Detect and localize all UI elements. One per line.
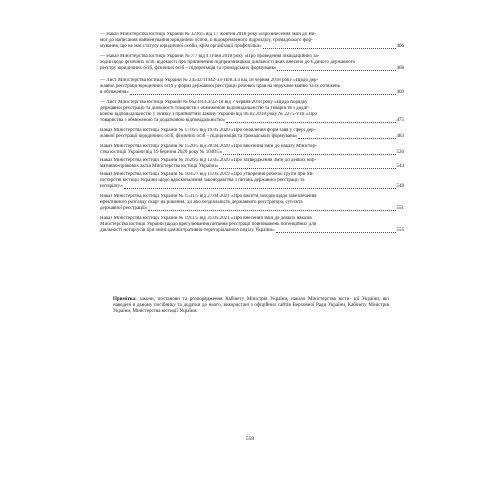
note-paragraph	[113, 297, 389, 315]
dot-leader	[219, 168, 395, 169]
dot-leader	[130, 94, 396, 95]
dot-leader	[298, 138, 395, 139]
toc-entry	[100, 100, 404, 124]
toc-entry	[100, 128, 404, 140]
dot-leader	[276, 232, 396, 233]
toc-entry-last-line	[100, 90, 404, 96]
toc-entry-text: державної реєстрації»	[100, 206, 148, 211]
toc-entry-line: — Наказ Міністерства юстиції України № 7/7 від 4 січня 2018 року «Про проведення ліквідаційних за-	[100, 54, 320, 59]
toc-entry-line: Наказ Міністерства юстиції України № 1035/7 від 11.05.2019 «Про утворення робочої групи при Мі-	[100, 172, 315, 177]
dot-leader	[223, 154, 395, 155]
toc-entry-text: ства юстиції України від 19 березня 2020 року № 1040/5»	[100, 150, 223, 155]
toc-entry-line: Наказ Міністерства юстиції України № 1531/5 від 27.04.2021 «Про вжиття заходів щодо забезпечення	[100, 194, 317, 199]
toc-entry-line: Міністерства юстиції України (щодо врегулювання питання реєстрації повноважень потенційних для	[100, 222, 317, 227]
toc-entry-line: Наказ Міністерства юстиції України № 1716/5 від 19.05.2020 «Про оновлення форм заяв у сфері дер-	[100, 128, 316, 133]
toc-entry-line: ходів щодо фізичних осіб, відомості про припинення підприємницької діяльності яких внесено до Єдиного державного	[100, 60, 356, 65]
toc-entry-line: Наказ Міністерства юстиції України № 1626/5 від 12.05.2020 «Про затвердження Змін до деяких нор-	[100, 158, 317, 163]
toc-entry-text: в обтяження»	[100, 90, 129, 95]
toc-page-number: 466	[396, 44, 404, 49]
toc-entry	[100, 194, 404, 212]
toc-entry-last-line	[100, 44, 404, 50]
toc-entry	[100, 158, 404, 170]
toc-entry	[100, 144, 404, 156]
page-number: 558	[245, 436, 255, 442]
toc-page-number: 548	[396, 184, 404, 189]
toc-entry	[100, 78, 404, 96]
note-text: закони, постанови та розпорядження Кабінету Міністрів України, накази Міністерства юсти- ції України, які наведені в даному посібнику та додатки до нього, використані з офіційних сайтів Верховної Ради України, Кабінету Міністрів України, Міністерства юстиції України.	[113, 297, 389, 314]
toc-entry-text: діяльності нотаріусів при зміні адміністративно-територіального поділу України»	[100, 228, 275, 233]
toc-page-number: 544	[396, 164, 404, 169]
toc-entry-text: мативно-правових актів Міністерства юстиції України»	[100, 164, 219, 169]
toc-entry-last-line	[100, 164, 404, 170]
toc-entry-text: нотаріату»	[100, 184, 123, 189]
dot-leader	[148, 210, 395, 211]
toc-page-number: 483	[396, 134, 404, 139]
toc-entry-line: державної реєстрації та діяльності товариств з обмеженою відповідальністю та товариств з додат-	[100, 106, 310, 111]
toc-entry-last-line	[100, 134, 404, 140]
toc-entry-text: мування, що не має статусу юридичної особи, крім організації профспілки»	[100, 44, 262, 49]
toc-page-number: 526	[396, 150, 404, 155]
toc-entry-line: мог до написання найменування юридичної особи, її відокремленого підрозділу, громадського фор-	[100, 38, 313, 43]
toc-entry-line: Наказ Міністерства юстиції України № 1911/5 від 31.05.2021 «Про внесення змін до деяких наказів	[100, 216, 312, 221]
toc-page-number: 475	[396, 118, 404, 123]
toc-entry-line: ністерстві юстиції України щодо вдосконалення законодавства з питань державної реєстрації та	[100, 178, 305, 183]
toc-entry-line: ковою відповідальністю у зв'язку з прийняттям Закону України від 06.02.2018 року № 2275-VIII «Про	[100, 112, 317, 117]
toc-page-number: 551	[396, 206, 404, 211]
dot-leader	[124, 188, 396, 189]
toc-entry-last-line	[100, 118, 404, 124]
toc-entry-last-line	[100, 206, 404, 212]
toc-entry-last-line	[100, 66, 404, 72]
toc-entry-last-line	[100, 184, 404, 190]
toc-entry-last-line	[100, 228, 404, 234]
toc-entry	[100, 32, 404, 50]
toc-entry	[100, 172, 404, 190]
toc-entry-line: — Лист Міністерства юстиції України № 6623/8.4.3/32-18 від 7 червня 2018 року «Щодо порядку	[100, 100, 308, 105]
toc-entry-line: — Наказ Міністерства юстиції України № 3236/5 від 17 жовтня 2018 року «Про внесення змін до Ви-	[100, 32, 317, 37]
toc-entry-line: ефективного розгляду скарг на рішення, дії або бездіяльність державного реєстратора, суб'єкта	[100, 200, 303, 205]
dot-leader	[277, 70, 395, 71]
dot-leader	[263, 48, 396, 49]
note-label: Примітка:	[113, 297, 137, 302]
toc-page-number: 468	[396, 66, 404, 71]
toc-entry-line: Наказ Міністерства юстиції України № 1520/5 від 28.04.2020 «Про внесення змін до наказу Міністер-	[100, 144, 317, 149]
dot-leader	[226, 122, 395, 123]
toc-entry-line: жавної реєстрації юридичних осіб у формі державної реєстрації речових прав на нерухоме майно та їх обтяжень	[100, 84, 341, 89]
toc-entry	[100, 54, 404, 72]
toc-entry-line: — Лист Міністерства юстиції України № 24542/11942-33-18/8.4.4 від 18 червня 2018 року «Щодо дер-	[100, 78, 319, 83]
toc-entry-text: товариства з обмеженою та додатковою відповідальністю»	[100, 118, 226, 123]
toc-entry-text: жавної реєстрації юридичних осіб, фізичних осіб – підприємців та громадських формувань»	[100, 134, 298, 139]
toc-entry-last-line	[100, 150, 404, 156]
toc-page-number: 555	[396, 228, 404, 233]
toc-entry	[100, 216, 404, 234]
toc-page-number: 469	[396, 90, 404, 95]
toc-entry-text: реєстру юридичних осіб, фізичних осіб – підприємців та громадських формувань»	[100, 66, 277, 71]
